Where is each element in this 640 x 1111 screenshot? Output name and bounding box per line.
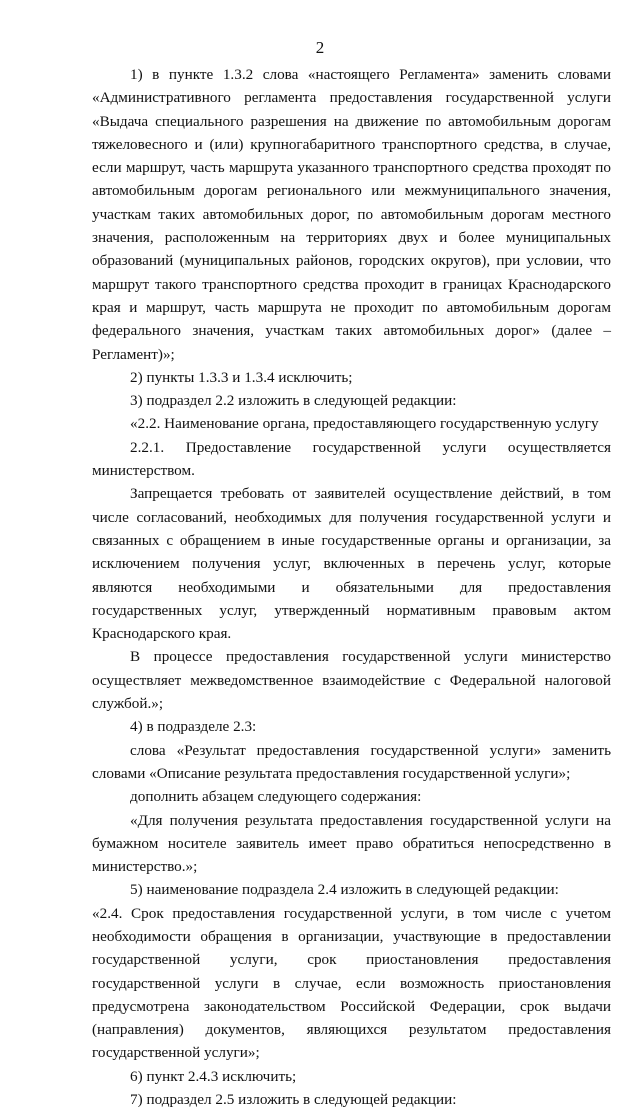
paragraph-amendment-5: 5) наименование подраздела 2.4 изложить в следующей редакции: bbox=[130, 881, 559, 899]
paragraph-prohibition: Запрещается требовать от заявителей осуществление действий, в том числе согласований, необходимых для получения государственной услуги и связанных с обращением в иные государственные органы и организации, за исключением получения услуг, включенных в перечень услуг, которые являются необходимыми и обязательными для предоставления государственных услуг, утвержденный нормативным правовым актом Краснодарского края. bbox=[92, 485, 611, 643]
paragraph-paper-result: «Для получения результата предоставления государственной услуги на бумажном носителе заявитель имеет право обратиться непосредственно в министерство.»; bbox=[92, 811, 611, 876]
paragraph-amendment-4: 4) в подразделе 2.3: bbox=[130, 718, 257, 736]
paragraph-section-2-2-1: 2.2.1. Предоставление государственной услуги осуществляется министерством. bbox=[92, 438, 611, 480]
paragraph-section-2-4-title: «2.4. Срок предоставления государственной услуги, в том числе с учетом необходимости обращения в организации, участвующие в предоставлении государственной услуги, срок приостановления предоставления государственной услуги в случае, если возможность приостановления предусмотрена законодательством Российской Федерации, срок выдачи (направления) документов, являющихся результатом предоставления государственной услуги»; bbox=[92, 904, 611, 1062]
paragraph-amendment-7: 7) подраздел 2.5 изложить в следующей редакции: bbox=[130, 1091, 457, 1109]
page-number: 2 bbox=[315, 38, 325, 57]
document-body bbox=[92, 63, 611, 1111]
paragraph-replace-words: слова «Результат предоставления государственной услуги» заменить словами «Описание результата предоставления государственной услуги»; bbox=[92, 741, 611, 782]
paragraph-amendment-1: 1) в пункте 1.3.2 слова «настоящего Регламента» заменить словами «Административного регламента предоставления государственной услуги «Выдача специального разрешения на движение по автомобильным дорогам тяжеловесного и (или) крупногабаритного транспортного средства, в случае, если маршрут, часть маршрута указанного транспортного средства проходят по автомобильным дорогам регионального или межмуниципального значения, участкам таких автомобильных дорог, по автомобильным дорогам местного значения, расположенным на территориях двух и более муниципальных образований (муниципальных районов, городских округов), при условии, что маршрут такого транспортного средства проходит в границах Краснодарского края и маршрут, часть маршрута не проходит по автомобильным дорогам федерального значения, участкам таких автомобильных дорог» (далее – Регламент)»; bbox=[92, 66, 611, 363]
paragraph-interagency: В процессе предоставления государственной услуги министерство осуществляет межведомственное взаимодействие с Федеральной налоговой службой.»; bbox=[92, 648, 611, 713]
paragraph-amendment-6: 6) пункт 2.4.3 исключить; bbox=[130, 1067, 297, 1085]
paragraph-section-2-2-title: «2.2. Наименование органа, предоставляющего государственную услугу bbox=[130, 415, 599, 433]
paragraph-amendment-3: 3) подраздел 2.2 изложить в следующей редакции: bbox=[130, 392, 457, 410]
paragraph-add-clause: дополнить абзацем следующего содержания: bbox=[130, 788, 422, 806]
paragraph-amendment-2: 2) пункты 1.3.3 и 1.3.4 исключить; bbox=[130, 368, 353, 386]
